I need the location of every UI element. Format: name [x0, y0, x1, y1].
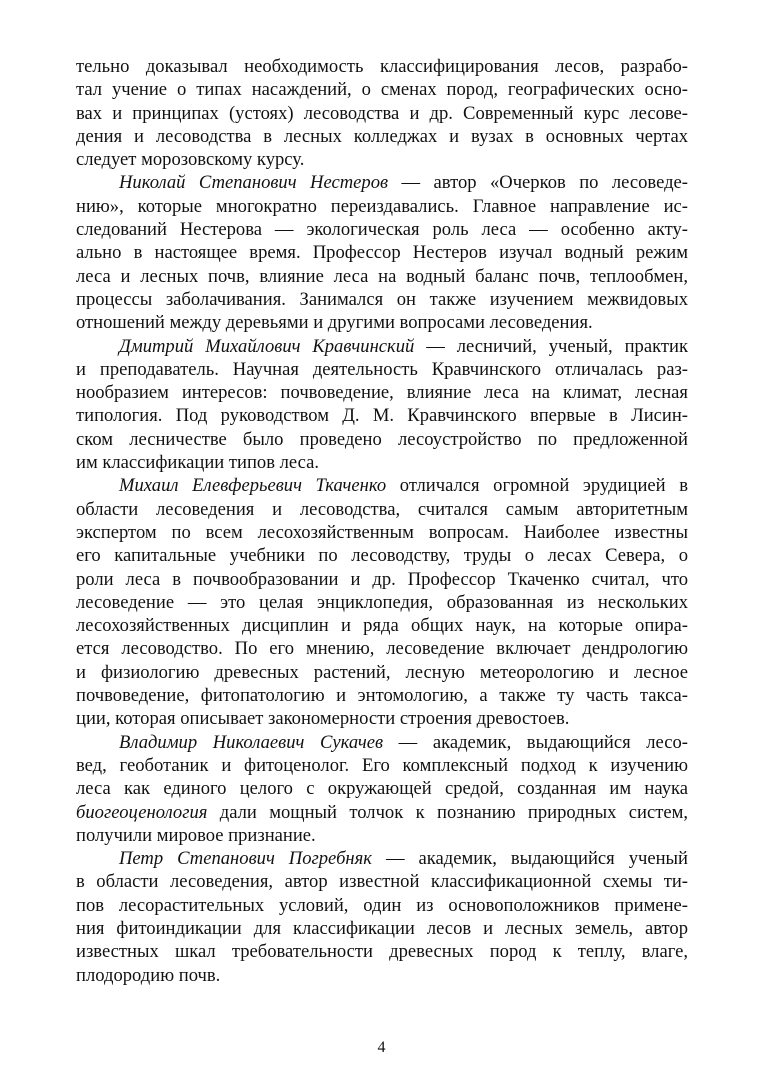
text-line: области лесоведения и лесоводства, считался самым авторитетным — [76, 498, 688, 520]
text-line: типология. Под руководством Д. М. Кравчинского впервые в Лисин- — [76, 405, 688, 427]
person-name-sukachev: Владимир Николаевич Сукачев — [119, 731, 384, 753]
text-run: — автор «Очерков по лесоведе- — [388, 172, 688, 194]
text-line: отношений между деревьями и другими вопросами лесоведения. — [76, 312, 593, 334]
text-line: дения и лесоводства в лесных колледжах и вузах в основных чертах — [76, 125, 688, 147]
person-name-pogrebnyak: Петр Степанович Погребняк — [119, 848, 372, 870]
text-line: следует морозовскому курсу. — [76, 149, 305, 171]
paragraph-nesterov — [76, 171, 688, 334]
text-line — [76, 801, 688, 824]
paragraph-pogrebnyak — [76, 847, 688, 987]
text-line: его капитальные учебники по лесоводству, труды о лесах Севера, о — [76, 545, 688, 567]
text-line: ется лесоводство. По его мнению, лесоведение включает дендрологию — [76, 638, 688, 660]
text-line: им классификации типов леса. — [76, 452, 320, 474]
text-line: ции, которая описывает закономерности строения древостоев. — [76, 708, 570, 730]
text-line — [76, 171, 688, 194]
text-line: лесохозяйственных дисциплин и ряда общих наук, на которые опира- — [76, 615, 688, 637]
text-line: леса и лесных почв, влияние леса на водный баланс почв, теплообмен, — [76, 265, 688, 287]
text-run: — академик, выдающийся ученый — [371, 848, 688, 870]
text-run: отличался огромной эрудицией в — [386, 475, 688, 497]
text-run: — академик, выдающийся лесо- — [383, 731, 688, 753]
text-line: леса как единого целого с окружающей средой, созданная им наука — [76, 778, 688, 800]
text-line — [76, 335, 688, 358]
person-name-nesterov: Николай Степанович Нестеров — [119, 172, 389, 194]
text-line: лесоведение — это целая энциклопедия, образованная из нескольких — [76, 591, 688, 613]
text-line: ском лесничестве было проведено лесоустройство по предложенной — [76, 428, 688, 450]
text-line: ально в настоящее время. Профессор Нестеров изучал водный режим — [76, 242, 688, 264]
text-line: следований Нестерова — экологическая роль леса — особенно акту- — [76, 219, 688, 241]
text-line: нообразием интересов: почвоведение, влияние леса на климат, лесная — [76, 382, 688, 404]
text-line: почвоведение, фитопатологию и энтомологию, а также ту часть такса- — [76, 685, 688, 707]
text-line: и преподаватель. Научная деятельность Кравчинского отличалась раз- — [76, 358, 688, 380]
text-line: нию», которые многократно переиздавались. Главное направление ис- — [76, 195, 688, 217]
term-biogeocenology: биогеоценология — [76, 801, 208, 823]
text-line: экспертом по всем лесохозяйственным вопросам. Наиболее известны — [76, 521, 688, 543]
text-line: тал учение о типах насаждений, о сменах пород, географических осно- — [76, 79, 688, 101]
paragraph-sukachev — [76, 731, 688, 847]
text-line: процессы заболачивания. Занимался он также изучением межвидовых — [76, 288, 688, 310]
text-line: известных шкал требовательности древесных пород к теплу, влаге, — [76, 941, 688, 963]
paragraph-morozov-continuation — [76, 55, 688, 171]
text-line: тельно доказывал необходимость классифицирования лесов, разрабо- — [76, 56, 688, 77]
text-line — [76, 847, 688, 870]
paragraph-kravchinsky — [76, 335, 688, 475]
text-run: — лесничий, ученый, практик — [414, 335, 688, 357]
text-line: плодородию почв. — [76, 964, 221, 986]
page-body — [76, 55, 688, 987]
person-name-kravchinsky: Дмитрий Михайлович Кравчинский — [119, 335, 415, 357]
text-line: в области лесоведения, автор известной классификационной схемы ти- — [76, 871, 688, 893]
text-line: вах и принципах (устоях) лесоводства и др. Современный курс лесове- — [76, 102, 688, 124]
paragraph-tkachenko — [76, 474, 688, 730]
text-line: ния фитоиндикации для классификации лесов и лесных земель, автор — [76, 917, 688, 939]
text-line: и физиологию древесных растений, лесную метеорологию и лесное — [76, 661, 688, 683]
text-line — [76, 474, 688, 497]
text-line: пов лесорастительных условий, один из основоположников примене- — [76, 894, 688, 916]
text-line — [76, 731, 688, 754]
text-line: вед, геоботаник и фитоценолог. Его комплексный подход к изучению — [76, 754, 688, 776]
text-run: дали мощный толчок к познанию природных систем, — [207, 801, 688, 823]
person-name-tkachenko: Михаил Елевферьевич Ткаченко — [119, 475, 387, 497]
page-number: 4 — [377, 1039, 386, 1056]
text-line: получили мировое признание. — [76, 824, 316, 846]
text-line: роли леса в почвообразовании и др. Профессор Ткаченко считал, что — [76, 568, 688, 590]
